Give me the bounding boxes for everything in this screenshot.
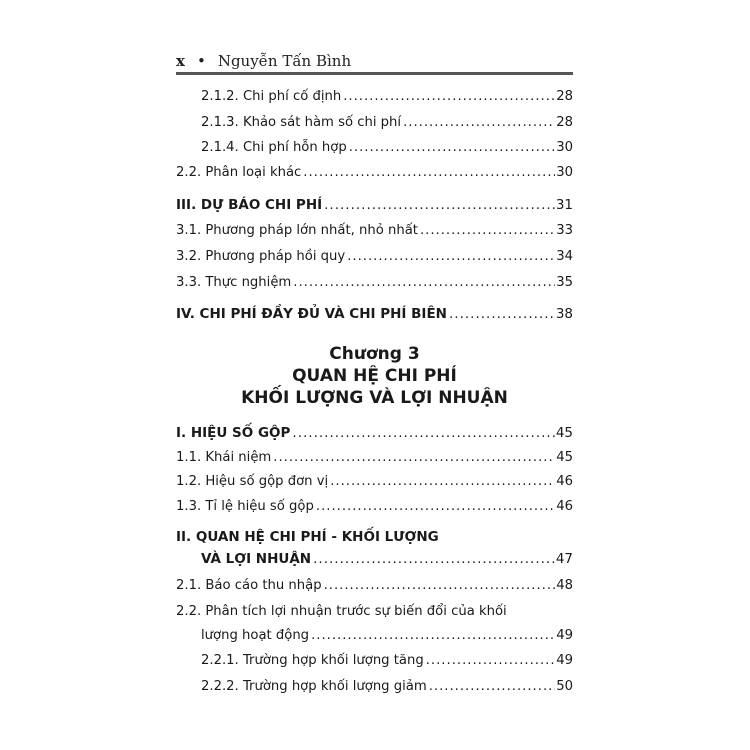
toc-entry[interactable] bbox=[201, 653, 573, 671]
dot-leader bbox=[349, 140, 555, 155]
dot-leader bbox=[292, 425, 554, 441]
toc-entry[interactable] bbox=[176, 223, 573, 241]
toc-entry-title: 2.1.4. Chi phí hỗn hợp bbox=[201, 140, 347, 155]
dot-leader bbox=[324, 578, 556, 593]
dot-leader bbox=[403, 115, 555, 130]
dot-leader bbox=[429, 679, 556, 694]
toc-section-title-line1[interactable]: II. QUAN HỆ CHI PHÍ - KHỐI LƯỢNG bbox=[176, 529, 439, 545]
running-header bbox=[176, 52, 351, 70]
dot-leader bbox=[303, 165, 555, 180]
toc-page-number: 49 bbox=[556, 653, 573, 668]
toc-entry[interactable] bbox=[201, 140, 573, 158]
toc-page-number: 47 bbox=[555, 551, 573, 567]
toc-page-number: 46 bbox=[556, 499, 573, 514]
toc-page-number: 30 bbox=[556, 165, 573, 180]
dot-leader bbox=[347, 249, 555, 264]
dot-leader bbox=[426, 653, 555, 668]
toc-page-number: 49 bbox=[556, 628, 573, 643]
dot-leader bbox=[420, 223, 555, 238]
chapter-title-line2: KHỐI LƯỢNG VÀ LỢI NHUẬN bbox=[241, 388, 508, 408]
toc-page-number: 28 bbox=[556, 89, 573, 104]
toc-entry-title: 2.2.2. Trường hợp khối lượng giảm bbox=[201, 679, 427, 694]
toc-entry-title: 2.1.3. Khảo sát hàm số chi phí bbox=[201, 115, 402, 130]
dot-leader bbox=[293, 275, 555, 290]
dot-leader bbox=[343, 89, 555, 104]
toc-entry-title: 3.3. Thực nghiệm bbox=[176, 275, 292, 290]
dot-leader bbox=[324, 197, 555, 213]
toc-page-number: 30 bbox=[556, 140, 573, 155]
toc-entry[interactable] bbox=[176, 165, 573, 183]
toc-entry[interactable] bbox=[176, 450, 573, 468]
toc-page-number: 35 bbox=[556, 275, 573, 290]
toc-page-number: 46 bbox=[556, 474, 573, 489]
toc-entry-title: 2.1.2. Chi phí cố định bbox=[201, 89, 342, 104]
toc-entry[interactable] bbox=[201, 628, 573, 646]
author-name: Nguyễn Tấn Bình bbox=[217, 52, 352, 70]
toc-entry-title: 1.2. Hiệu số gộp đơn vị bbox=[176, 474, 329, 489]
toc-entry-title: III. DỰ BÁO CHI PHÍ bbox=[176, 197, 323, 213]
dot-leader bbox=[330, 474, 555, 489]
dot-leader bbox=[449, 306, 555, 322]
toc-page-number: 45 bbox=[556, 450, 573, 465]
toc-entry[interactable] bbox=[201, 115, 573, 133]
toc-page-number: 33 bbox=[556, 223, 573, 238]
toc-entry-title: 1.1. Khái niệm bbox=[176, 450, 272, 465]
toc-section[interactable] bbox=[201, 551, 573, 569]
toc-page-number: 38 bbox=[555, 306, 573, 322]
toc-entry-title-line1[interactable]: 2.2. Phân tích lợi nhuận trước sự biến đổi của khối bbox=[176, 604, 507, 619]
toc-entry[interactable] bbox=[176, 499, 573, 517]
toc-entry-title: 2.1. Báo cáo thu nhập bbox=[176, 578, 322, 593]
toc-entry-title: VÀ LỢI NHUẬN bbox=[201, 551, 312, 567]
toc-entry-title: 1.3. Tỉ lệ hiệu số gộp bbox=[176, 499, 314, 514]
toc-entry[interactable] bbox=[176, 249, 573, 267]
toc-page-number: 28 bbox=[556, 115, 573, 130]
header-rule bbox=[176, 72, 573, 75]
toc-entry-title: 3.2. Phương pháp hồi quy bbox=[176, 249, 346, 264]
toc-entry[interactable] bbox=[201, 89, 573, 107]
toc-entry[interactable] bbox=[176, 474, 573, 492]
toc-section[interactable] bbox=[176, 197, 573, 215]
toc-page-number: 34 bbox=[556, 249, 573, 264]
toc-page-number: 31 bbox=[555, 197, 573, 213]
toc-entry[interactable] bbox=[176, 275, 573, 293]
dot-leader bbox=[311, 628, 555, 643]
toc-entry-title: I. HIỆU SỐ GỘP bbox=[176, 425, 291, 441]
toc-page-number: 50 bbox=[556, 679, 573, 694]
toc-page-number: 45 bbox=[555, 425, 573, 441]
toc-entry-title: lượng hoạt động bbox=[201, 628, 310, 643]
toc-entry-title: 2.2. Phân loại khác bbox=[176, 165, 302, 180]
page-number: x bbox=[176, 52, 185, 70]
toc-entry[interactable] bbox=[201, 679, 573, 697]
chapter-title-line1: QUAN HỆ CHI PHÍ bbox=[292, 366, 457, 386]
toc-page-number: 48 bbox=[556, 578, 573, 593]
bullet-separator: • bbox=[196, 52, 206, 70]
dot-leader bbox=[273, 450, 555, 465]
toc-entry-title: 2.2.1. Trường hợp khối lượng tăng bbox=[201, 653, 424, 668]
toc-entry-title: IV. CHI PHÍ ĐẦY ĐỦ VÀ CHI PHÍ BIÊN bbox=[176, 306, 447, 322]
toc-section[interactable] bbox=[176, 425, 573, 443]
dot-leader bbox=[313, 551, 555, 567]
dot-leader bbox=[316, 499, 555, 514]
toc-entry-title: 3.1. Phương pháp lớn nhất, nhỏ nhất bbox=[176, 223, 418, 238]
toc-section[interactable] bbox=[176, 306, 573, 324]
chapter-label: Chương 3 bbox=[329, 344, 420, 364]
toc-entry[interactable] bbox=[176, 578, 573, 596]
